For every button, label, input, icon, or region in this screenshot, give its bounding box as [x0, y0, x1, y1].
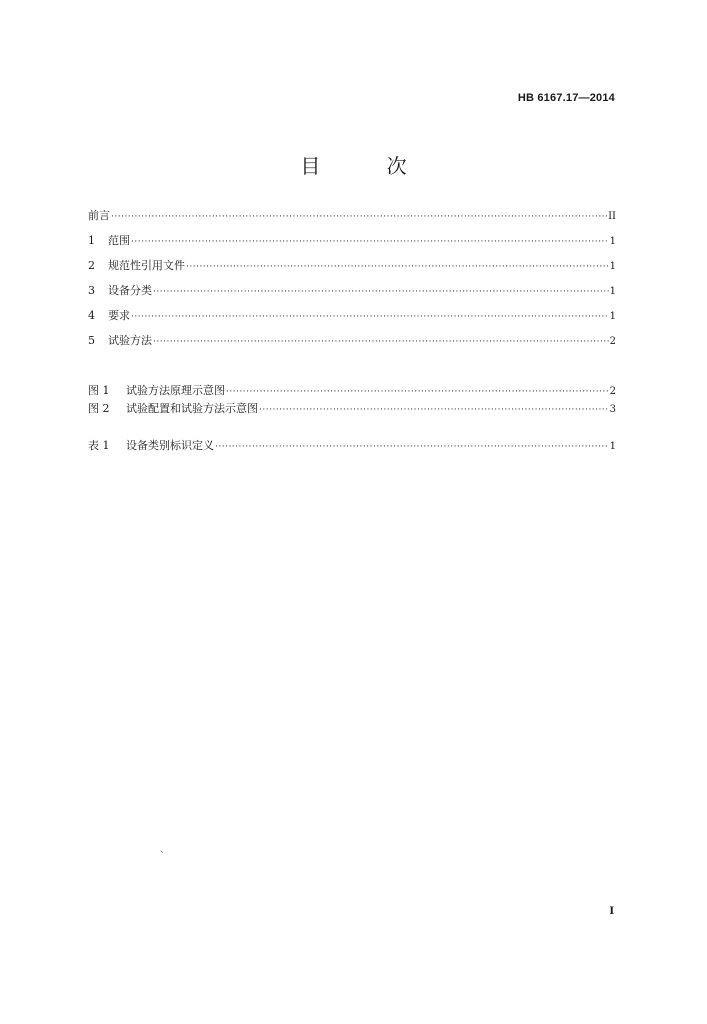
- toc-entry-requirements[interactable]: [88, 308, 616, 324]
- figure-number: 图 1: [88, 384, 110, 397]
- leader-dots: [226, 384, 609, 400]
- toc-entry-page: 1: [609, 311, 616, 322]
- leader-dots: [153, 284, 609, 300]
- toc-entry-page: 2: [609, 336, 616, 347]
- leader-dots: [259, 402, 609, 418]
- toc-entry-number: 2: [88, 259, 95, 272]
- toc-entry-page: II: [608, 211, 616, 222]
- leader-dots: [131, 234, 609, 250]
- toc-entry-label: 前言: [88, 209, 110, 222]
- table-number: 表 1: [88, 439, 110, 452]
- toc-entry-equipment-classification[interactable]: [88, 283, 616, 299]
- table-page: 1: [609, 441, 616, 452]
- leader-dots: [111, 209, 607, 225]
- toc-title: 目 次: [300, 154, 437, 178]
- leader-dots: [131, 309, 609, 325]
- figure-page: 2: [609, 386, 616, 397]
- toc-entry-label: 设备分类: [108, 284, 152, 297]
- toc-entry-label: 规范性引用文件: [108, 259, 185, 272]
- page-folio: I: [609, 906, 614, 917]
- toc-entry-number: 5: [88, 334, 95, 347]
- figure-number: 图 2: [88, 402, 110, 415]
- toc-entry-scope[interactable]: [88, 233, 616, 249]
- table-label: 设备类别标识定义: [126, 439, 214, 452]
- toc-entry-label: 范围: [108, 234, 130, 247]
- table-entry-1[interactable]: [88, 438, 616, 454]
- toc-entry-page: 1: [609, 236, 616, 247]
- figure-entry-2[interactable]: [88, 401, 616, 417]
- toc-entry-number: 4: [88, 309, 95, 322]
- toc-entry-page: 1: [609, 261, 616, 272]
- toc-entry-page: 1: [609, 286, 616, 297]
- toc-entry-normative-references[interactable]: [88, 258, 616, 274]
- figure-label: 试验配置和试验方法示意图: [126, 402, 258, 415]
- leader-dots: [153, 334, 609, 350]
- toc-entry-test-methods[interactable]: [88, 333, 616, 349]
- toc-entry-foreword[interactable]: [88, 208, 616, 224]
- toc-entry-label: 要求: [108, 309, 130, 322]
- toc-entry-number: 3: [88, 284, 95, 297]
- figure-page: 3: [609, 404, 616, 415]
- toc-entry-label: 试验方法: [108, 334, 152, 347]
- stray-mark: 、: [160, 845, 170, 855]
- toc-entry-number: 1: [88, 234, 95, 247]
- leader-dots: [186, 259, 609, 275]
- leader-dots: [215, 439, 609, 455]
- standard-number: HB 6167.17—2014: [517, 92, 615, 104]
- figure-entry-1[interactable]: [88, 383, 616, 399]
- figure-label: 试验方法原理示意图: [126, 384, 225, 397]
